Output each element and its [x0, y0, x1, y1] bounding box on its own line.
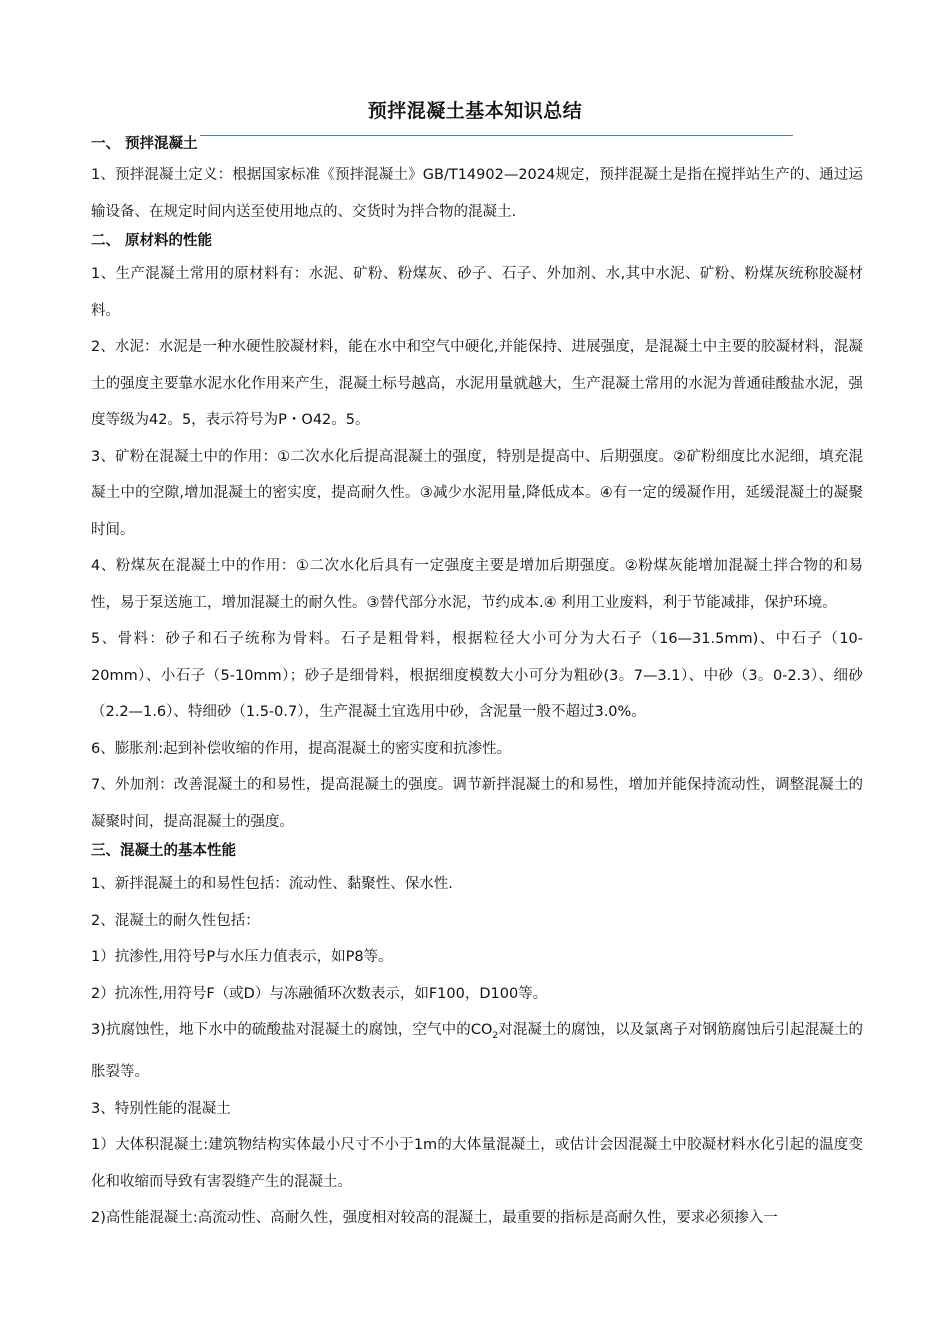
- co2-text-before: 3)抗腐蚀性，地下水中的硫酸盐对混凝土的腐蚀，空气中的CO: [91, 1022, 493, 1038]
- paragraph: 2、水泥：水泥是一种水硬性胶凝材料，能在水中和空气中硬化,并能保持、进展强度，是混凝土中主要的胶凝材料，混凝土的强度主要靠水泥水化作用来产生，混凝土标号越高，水泥用量就越大，生产混凝土常用的水泥为普通硅酸盐水泥，强度等级为42。5，表示符号为P・O42。5。: [91, 339, 863, 428]
- document-title: 预拌混凝土基本知识总结: [367, 100, 583, 122]
- paragraph: 3、矿粉在混凝土中的作用：①二次水化后提高混凝土的强度，特别是提高中、后期强度。②矿粉细度比水泥细，填充混凝土中的空隙,增加混凝土的密实度，提高耐久性。③减少水泥用量,降低成本。④有一定的缓凝作用，延缓混凝土的凝聚时间。: [91, 448, 863, 538]
- document-body: [91, 133, 863, 1237]
- paragraph: 3、特别性能的混凝土: [91, 1100, 231, 1117]
- paragraph: 2、混凝土的耐久性包括：: [91, 912, 260, 929]
- section-heading: 三、混凝土的基本性能: [91, 843, 236, 859]
- paragraph: 2)高性能混凝土:高流动性、高耐久性，强度相对较高的混凝土，最重要的指标是高耐久性，要求必须掺入一: [91, 1210, 778, 1227]
- paragraph: 1、生产混凝土常用的原材料有：水泥、矿粉、粉煤灰、砂子、石子、外加剂、水,其中水泥、矿粉、粉煤灰统称胶凝材料。: [91, 266, 863, 319]
- section-heading: 二、 原材料的性能: [91, 233, 213, 249]
- paragraph: 4、粉煤灰在混凝土中的作用：①二次水化后具有一定强度主要是增加后期强度。②粉煤灰能增加混凝土拌合物的和易性，易于泵送施工，增加混凝土的耐久性。③替代部分水泥，节约成本.④ 利用工业废料，利于节能减排，保护环境。: [91, 558, 863, 611]
- section-heading: 一、 预拌混凝土: [91, 136, 198, 152]
- paragraph: 7、外加剂：改善混凝土的和易性，提高混凝土的强度。调节新拌混凝土的和易性，增加并能保持流动性，调整混凝土的凝聚时间，提高混凝土的强度。: [91, 777, 863, 830]
- co2-text-after: 对混凝土的腐蚀，以及氯离子对钢筋腐蚀后引起混凝土的胀裂等。: [91, 1022, 863, 1081]
- paragraph: 2）抗冻性,用符号F（或D）与冻融循环次数表示，如F100，D100等。: [91, 985, 548, 1002]
- paragraph: 5、骨料：砂子和石子统称为骨料。石子是粗骨料，根据粒径大小可分为大石子（16—31.5mm)、中石子（10-20mm）、小石子（5-10mm）；砂子是细骨料，根据细度模数大小可分为粗砂(3。7—3.1）、中砂（3。0-2.3）、细砂（2.2—1.6）、特细砂（1.5-0.7），生产混凝土宜选用中砂，含泥量一般不超过3.0%。: [91, 631, 863, 720]
- paragraph: 1、预拌混凝土定义：根据国家标准《预拌混凝土》GB/T14902—2024规定，预拌混凝土是指在搅拌站生产的、通过运输设备、在规定时间内送至使用地点的、交货时为拌合物的混凝土.: [91, 167, 863, 220]
- co2-subscript: 2: [492, 1030, 499, 1041]
- paragraph: 1）抗渗性,用符号P与水压力值表示，如P8等。: [91, 949, 393, 965]
- paragraph: 1）大体积混凝土:建筑物结构实体最小尺寸不小于1m的大体量混凝土，或估计会因混凝土中胶凝材料水化引起的温度变化和收缩而导致有害裂缝产生的混凝土。: [91, 1137, 863, 1190]
- paragraph: 1、新拌混凝土的和易性包括：流动性、黏聚性、保水性.: [91, 876, 453, 892]
- paragraph-co2: [91, 1012, 863, 1091]
- paragraph: 6、膨胀剂:起到补偿收缩的作用，提高混凝土的密实度和抗渗性。: [91, 740, 512, 757]
